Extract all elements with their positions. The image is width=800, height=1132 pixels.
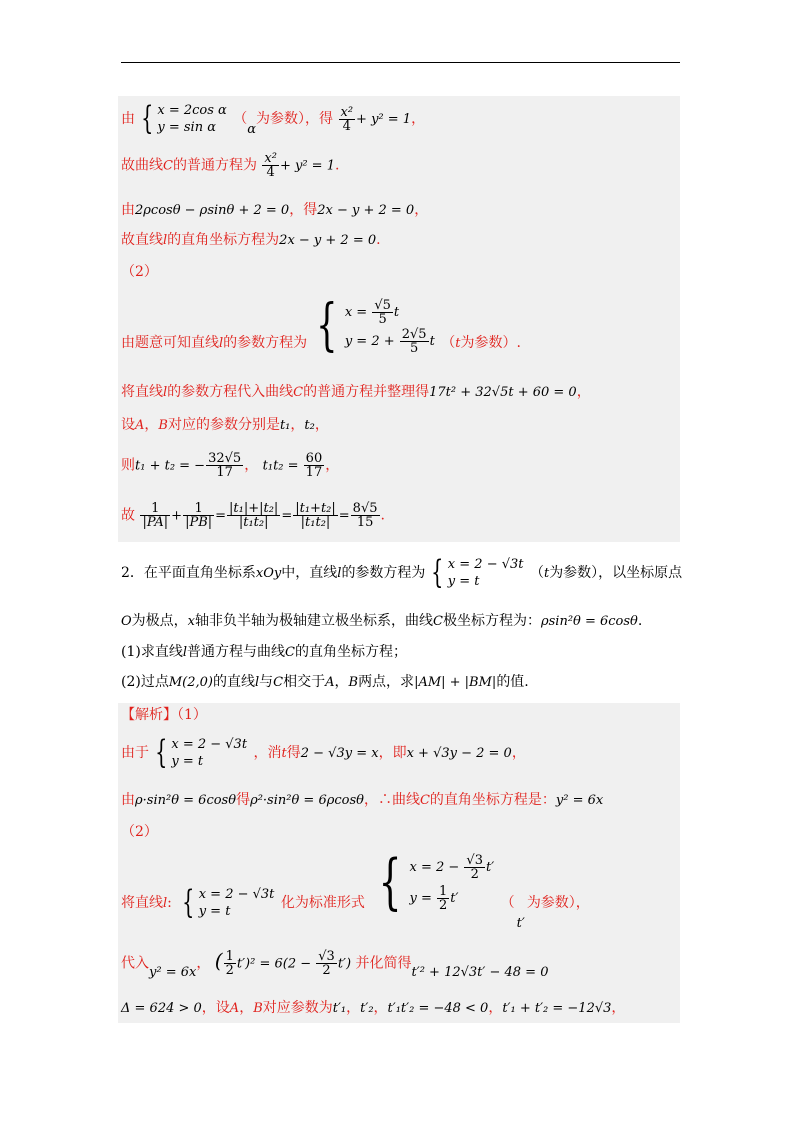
sol1-line-7: 将直线l的参数方程代入曲线C的普通方程并整理得17t² + 32√5t + 60 = 0， [121,384,591,400]
sol1-line-3: 由2ρcosθ − ρsinθ + 2 = 0，得2x − y + 2 = 0， [121,202,429,218]
sol1-line-5: （2） [121,264,158,280]
problem2-line-3: (1)求直线l普通方程与曲线C的直角坐标方程； [121,644,407,660]
sol2-line-5: 将直线l: { x = 2 − √3t y = t 化为标准形式 { x = 2 − $\frac{√3}{2}$ t′ y = $\frac{1}{2}$ t′ （t′为参数）， [121,847,590,931]
sol2-line-3: 由ρ·sin²θ = 6cosθ得ρ²·sin²θ = 6ρcosθ，∴曲线C的直角坐标方程是：y² = 6x [121,792,604,808]
sol2-line-4: （2） [121,824,158,840]
sol2-line-7: Δ = 624 > 0，设A，B对应参数为t′₁，t′₂，t′₁t′₂ = −48 < 0，t′₁ + t′₂ = −12√3， [121,1000,626,1016]
sol2-line-6: 代入y² = 6x， ( $\frac{1}{2}$ t′)² = 6(2 − $\frac{√3}{2}$ t′) 并化简得t′² + 12√3t′ − 48 = 0 [121,948,549,980]
problem2-line-1: 2．在平面直角坐标系xOy中，直线l的参数方程为 { x = 2 − √3t y = t （t为参数），以坐标原点 [121,553,683,591]
problem2-line-2: O为极点，x轴非负半轴为极轴建立极坐标系，曲线C极坐标方程为：ρsin²θ = 6cosθ. [121,613,643,629]
sol1-line-2: 故曲线C的普通方程为 $\frac{\text{x²}}{4}$ + y² = 1. [121,151,340,180]
sol1-line-9: 则t₁ + t₂ = − $\frac{32√5}{17}$ ， t₁t₂ = $\frac{60}{17}$ ， [121,451,340,480]
sol2-line-2: 由于 { x = 2 − √3t y = t ，消t得2 − √3y = x，即x + √3y − 2 = 0， [121,733,526,771]
sol1-line-10: 故 $\frac{1}{|PA|}$ + $\frac{1}{|PB|}$ = $\frac{\text{|t₁|+|t₂|}}{\text{|t₁t₂|}}$ = $\frac{\text{|t₁+t₂|}}{\text{|t₁t₂|}}$ = $\frac{8√5}{15}$ . [121,501,385,530]
header-rule [121,62,680,63]
sol1-line-6: 由题意可知直线l的参数方程为 { x = $\frac{√5}{5}$ t y = 2 + $\frac{2√5}{5}$ t （t为参数）. [121,293,521,358]
sol1-line-4: 故直线l的直角坐标方程为2x − y + 2 = 0. [121,232,381,248]
sol2-line-1: 【解析】（1） [121,707,207,723]
problem2-line-4: (2)过点M(2,0)的直线l与C相交于A，B两点，求|AM| + |BM|的值. [121,674,529,690]
sol1-line-1: 由 { x = 2cos α y = sin α （α为参数），得 $\frac{\text{x²}}{4}$ + y² = 1， [121,99,426,137]
sol1-line-8: 设A，B对应的参数分别是t₁，t₂， [121,417,329,433]
